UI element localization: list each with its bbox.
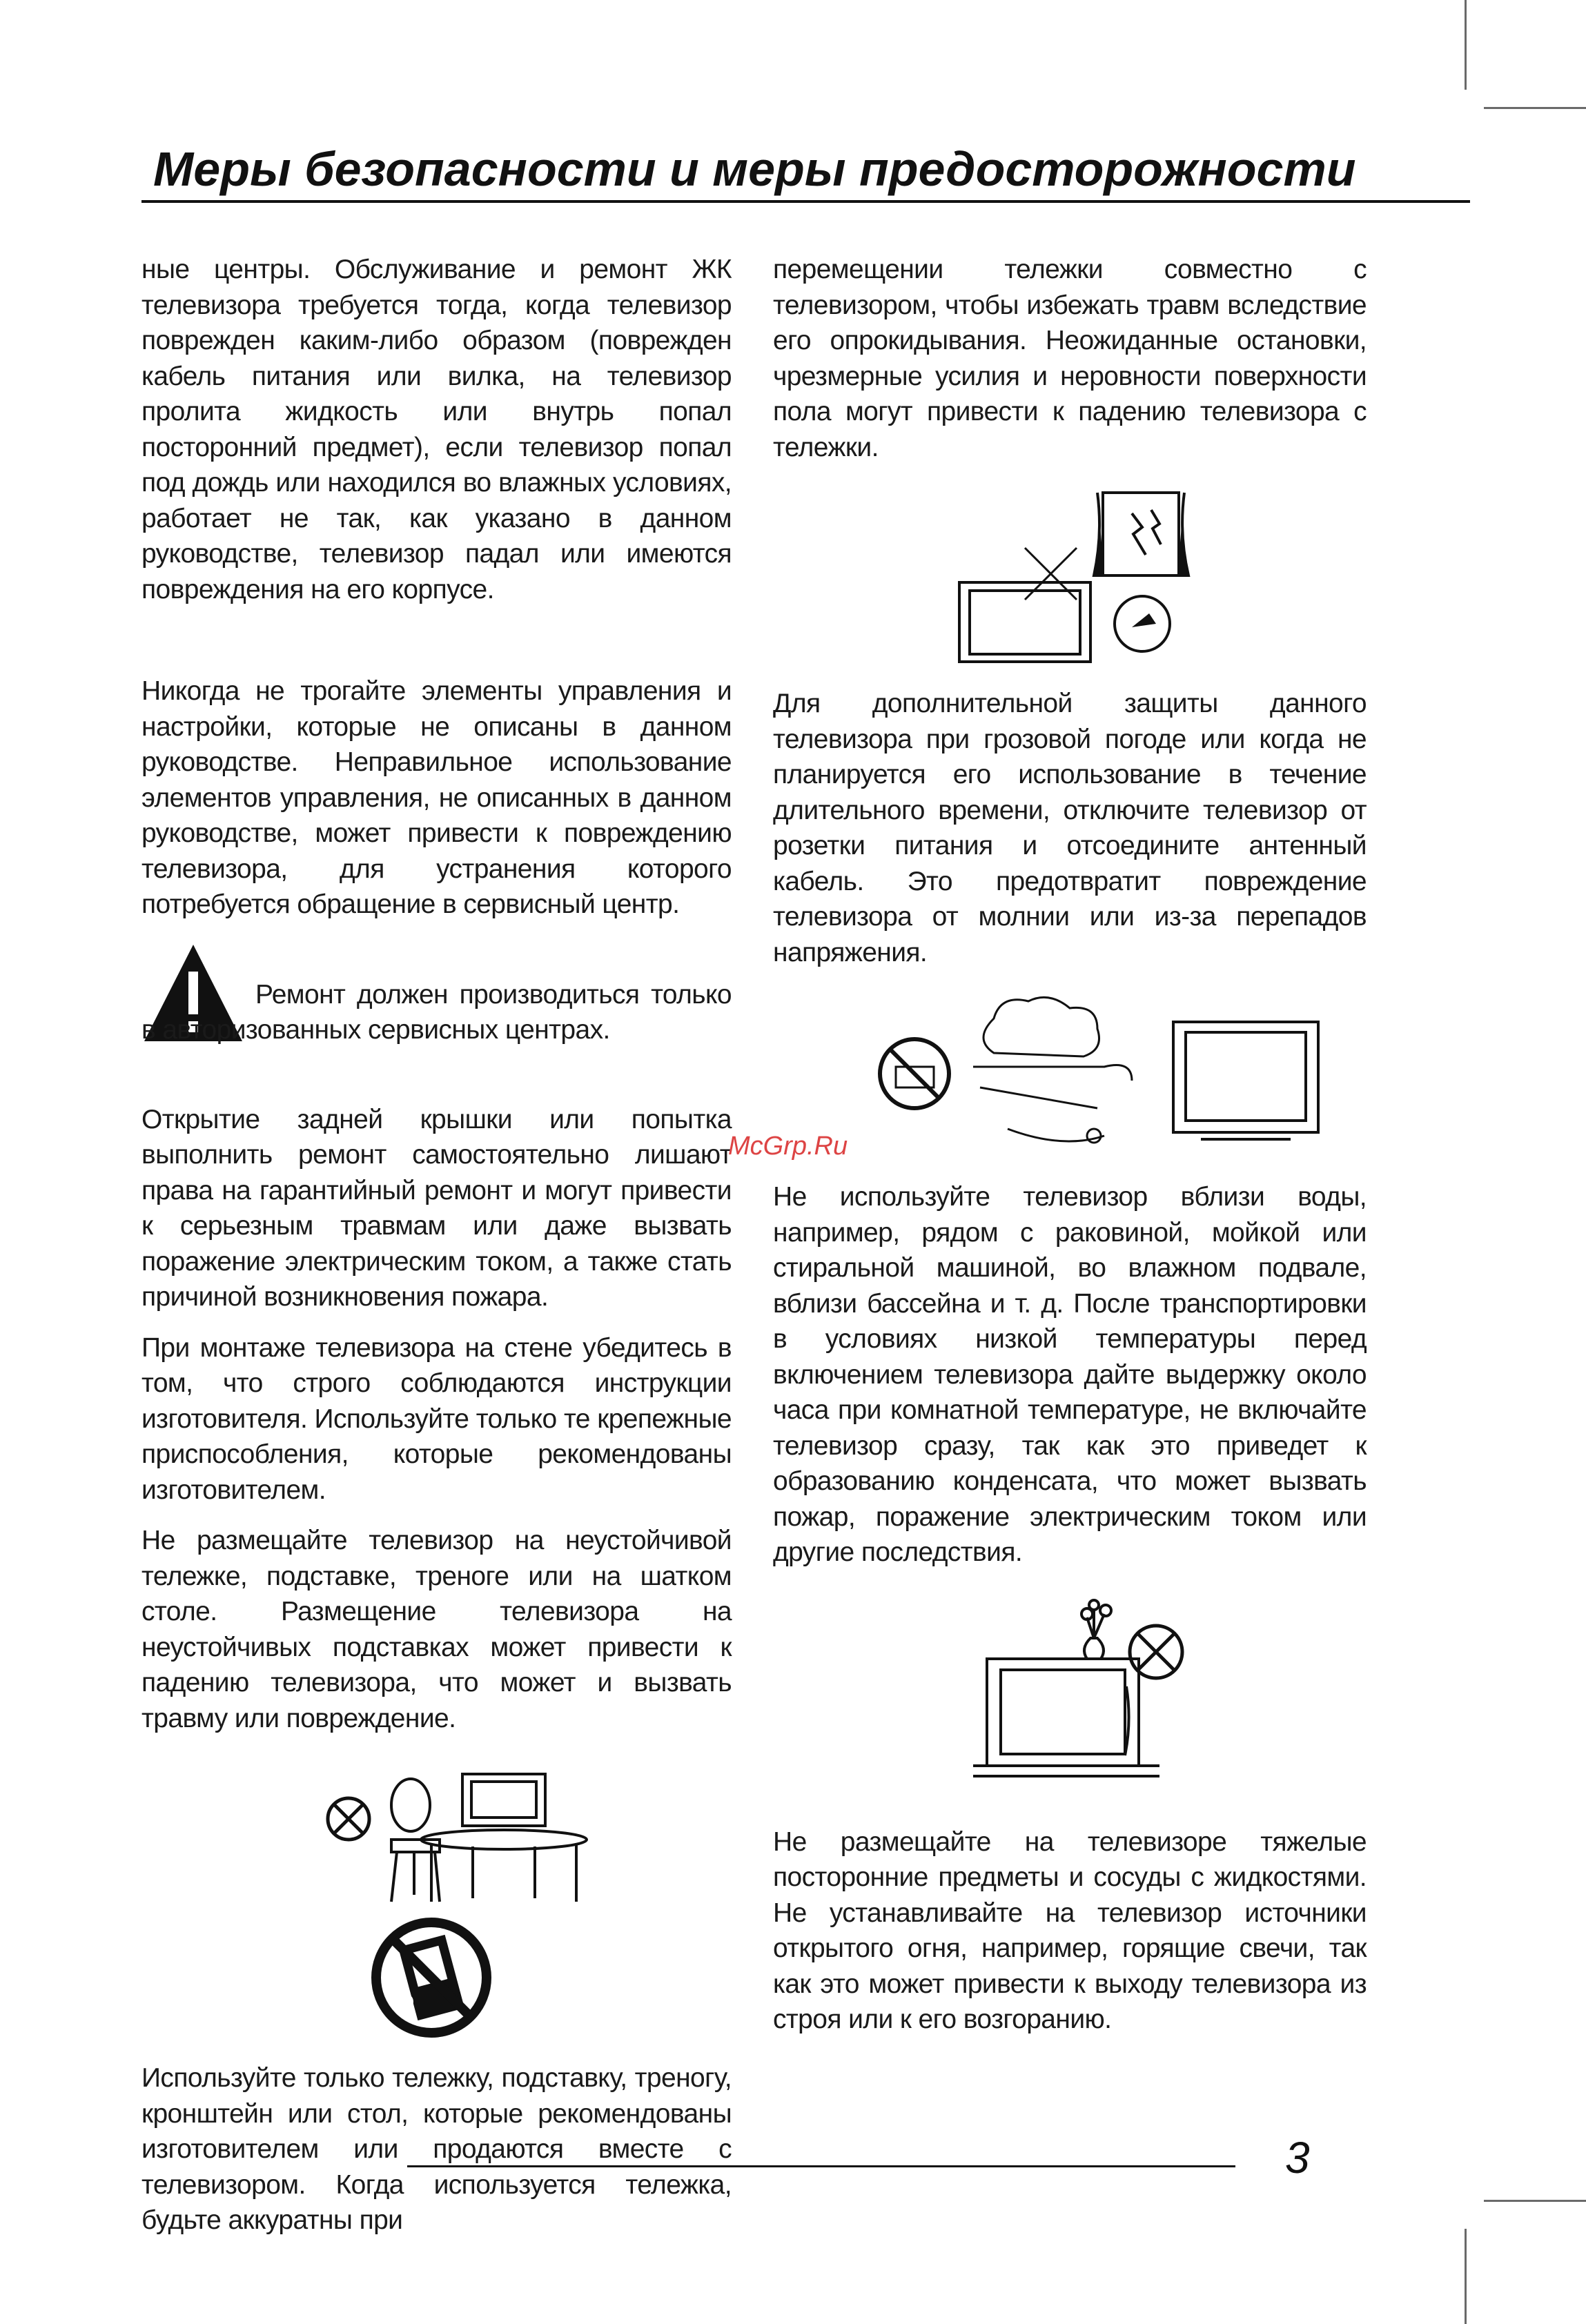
lightning-tv-illustration xyxy=(773,479,1367,665)
paragraph-service-conditions: ные центры. Обслуживание и ремонт ЖК телевизора требуется тогда, когда телевизор поврежден каким-либо образом (поврежден кабель питания или вилка, на телевизор пролита жидкость или внутрь попал посторонний предмет), если телевизор попал под дождь или находился во влажных условиях, работает не так, как указано в данном руководстве, телевизор падал или имеются повреждения на его корпусе. xyxy=(141,255,732,604)
paragraph-wall-mount: При монтаже телевизора на стене убедитесь в том, что строго соблюдаются инструкции изготовителя. Используйте только те крепежные приспособления, которые рекомендованы изготовителем. xyxy=(141,1332,732,1505)
crop-mark xyxy=(1465,0,1467,90)
crop-mark xyxy=(1484,2200,1586,2202)
paragraph-water: Не используйте телевизор вблизи воды, например, рядом с раковиной, мойкой или стиральной машиной, во влажном подвале, вблизи бассейна и т. д. После транспортировки в условиях низкой температуры перед включением телевизора дайте выдержку около часа при комнатной температуре, не включайте телевизор сразу, так как это приведет к образованию конденсата, что может вызвать пожар, поражение электрическим током или другие последствия. xyxy=(773,1182,1367,1567)
paragraph-recommended-cart: Используйте только тележку, подставку, треногу, кронштейн или стол, которые рекомендованы изготовителем или продаются вместе с телевизором. Когда используется тележка, будьте аккуратны при xyxy=(141,2063,732,2235)
warning-text: Ремонт должен производиться только в авторизованных сервисных центрах. xyxy=(141,979,732,1045)
watermark: McGrp.Ru xyxy=(728,1132,848,1161)
paragraph-cart-movement: перемещении тележки совместно с телевизором, чтобы избежать травм вследствие его опрокидывания. Неожиданные остановки, чрезмерные усилия и неровности поверхности пола могут привести к падению телевизора с тележки. xyxy=(773,255,1367,462)
paragraph-unstable-cart: Не размещайте телевизор на неустойчивой тележке, подставке, треноге или на шатком столе. Размещение телевизора на неустойчивых подставках может привести к падению телевизора, что может и вызвать травму или повреждение. xyxy=(141,1526,732,1733)
page-title: Меры безопасности и меры предосторожности xyxy=(153,142,1356,196)
title-rule xyxy=(141,200,1470,203)
paragraph-back-cover: Открытие задней крышки или попытка выполнить ремонт самостоятельно лишают права на гарантийный ремонт и могут привести к серьезным травмам или даже вызвать поражение электрическим током, а также стать причиной возникновения пожара. xyxy=(141,1104,732,1312)
water-tv-illustration xyxy=(773,991,1367,1167)
prohibited-cart-icon xyxy=(376,1922,487,2033)
vase-tv-illustration xyxy=(773,1583,1367,1783)
unstable-stand-illustration xyxy=(141,1764,732,2040)
warning-block xyxy=(141,941,732,1092)
footer-rule xyxy=(407,2165,1235,2167)
table-tv-icon xyxy=(421,1774,587,1902)
paragraph-thunderstorm: Для дополнительной защиты данного телевизора при грозовой погоде или когда не планируется его использование в течение длительного времени, отключите телевизор от розетки питания и отсоедините антенный кабель. Это предотвратит повреждение телевизора от молнии или из-за перепадов напряжения. xyxy=(773,689,1367,967)
page-number: 3 xyxy=(1285,2133,1310,2183)
crop-mark xyxy=(1465,2229,1467,2324)
paragraph-heavy-objects: Не размещайте на телевизоре тяжелые посторонние предметы и сосуды с жидкостями. Не устанавливайте на телевизор источники открытого огня, например, горящие свечи, так как это может привести к выходу телевизора из строя или к его возгоранию. xyxy=(773,1826,1367,2034)
paragraph-controls: Никогда не трогайте элементы управления и настройки, которые не описаны в данном руководстве. Неправильное использование элементов управления, не описанных в данном руководстве, может привести к повреждению телевизора, для устранения которого потребуется обращение в сервисный центр. xyxy=(141,676,732,919)
prohibited-icon xyxy=(880,1039,949,1108)
right-column xyxy=(773,252,1367,2038)
crop-mark xyxy=(1484,107,1586,109)
left-column xyxy=(141,252,732,2238)
prohibited-icon xyxy=(328,1798,369,1840)
